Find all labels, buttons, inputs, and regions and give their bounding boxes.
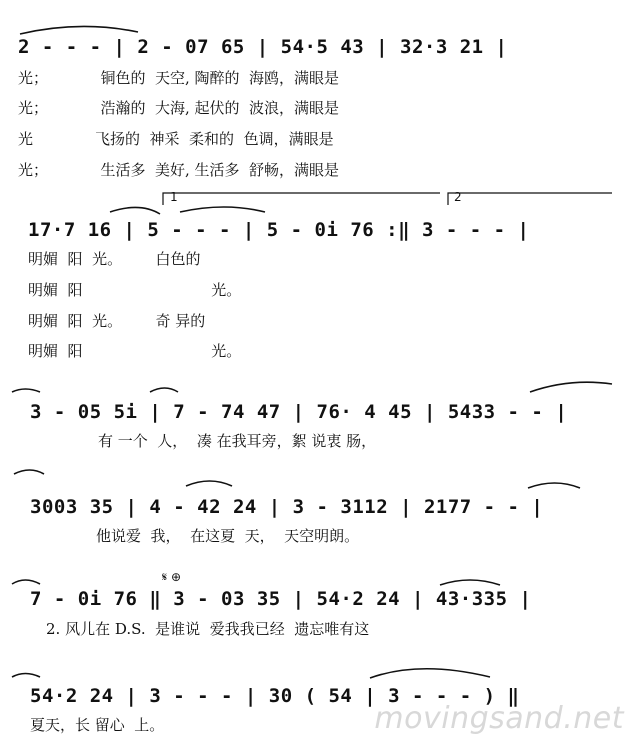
lyric-row-1-verse-3: 光 飞扬的 神采 柔和的 色调，满眼是 (18, 130, 334, 148)
volta-1-label: 1 (170, 190, 178, 204)
volta-2-label: 2 (454, 190, 462, 204)
slur (440, 580, 500, 585)
slur (528, 483, 580, 488)
slur (150, 388, 178, 392)
notation-row-5: 7 - 0i 76 ‖ 3 - 03 35 | 54·2 24 | 43·335 | (30, 588, 532, 610)
slur (186, 481, 232, 486)
slur (530, 382, 612, 392)
lyric-row-4: 他说爱 我， 在这夏 天， 天空明朗。 (96, 527, 360, 545)
notation-row-2: 17·7 16 | 5 - - - | 5 - 0i 76 :‖ 3 - - - | (28, 219, 530, 241)
slur (180, 207, 265, 212)
notation-row-4: 3003 35 | 4 - 42 24 | 3 - 3112 | 2177 - - | (30, 496, 544, 518)
slur (370, 669, 490, 678)
lyric-row-5: 2. 风儿在 D.S. 是谁说 爱我我已经 遗忘唯有这 (46, 620, 370, 638)
slur (20, 26, 138, 34)
notation-row-1: 2 - - - | 2 - 07 65 | 54·5 43 | 32·3 21 | (18, 36, 508, 58)
segno-coda-marks: 𝄋 ⊕ (162, 570, 182, 584)
slur (12, 674, 40, 678)
lyric-row-2-verse-1: 明媚 阳 光。 白色的 (28, 250, 201, 268)
watermark: movingsand.net (374, 701, 624, 736)
notation-row-3: 3 - 05 5i | 7 - 74 47 | 76· 4 45 | 5433 - - | (30, 401, 568, 423)
lyric-row-1-verse-4: 光； 生活多 美好, 生活多 舒畅，满眼是 (18, 161, 340, 179)
lyric-row-1-verse-1: 光； 铜色的 天空, 陶醉的 海鸥，满眼是 (18, 69, 340, 87)
lyric-row-1-verse-2: 光； 浩瀚的 大海, 起伏的 波浪，满眼是 (18, 99, 340, 117)
volta-2-bracket (448, 190, 612, 205)
lyric-row-3: 有 一个 人， 凑 在我耳旁，絮 说衷 肠， (98, 432, 377, 450)
slur (110, 207, 160, 214)
slur (12, 580, 40, 584)
lyric-row-6: 夏天，长 留心 上。 (30, 716, 165, 734)
volta-1-bracket (163, 190, 440, 205)
slur (14, 470, 44, 474)
lyric-row-2-verse-4: 明媚 阳 光。 (28, 342, 242, 360)
notation-row-6: 54·2 24 | 3 - - - | 30 ( 54 | 3 - - - ) ‖ (30, 685, 520, 707)
lyric-row-2-verse-3: 明媚 阳 光。 奇 异的 (28, 312, 206, 330)
lyric-row-2-verse-2: 明媚 阳 光。 (28, 281, 242, 299)
slur (12, 389, 40, 392)
